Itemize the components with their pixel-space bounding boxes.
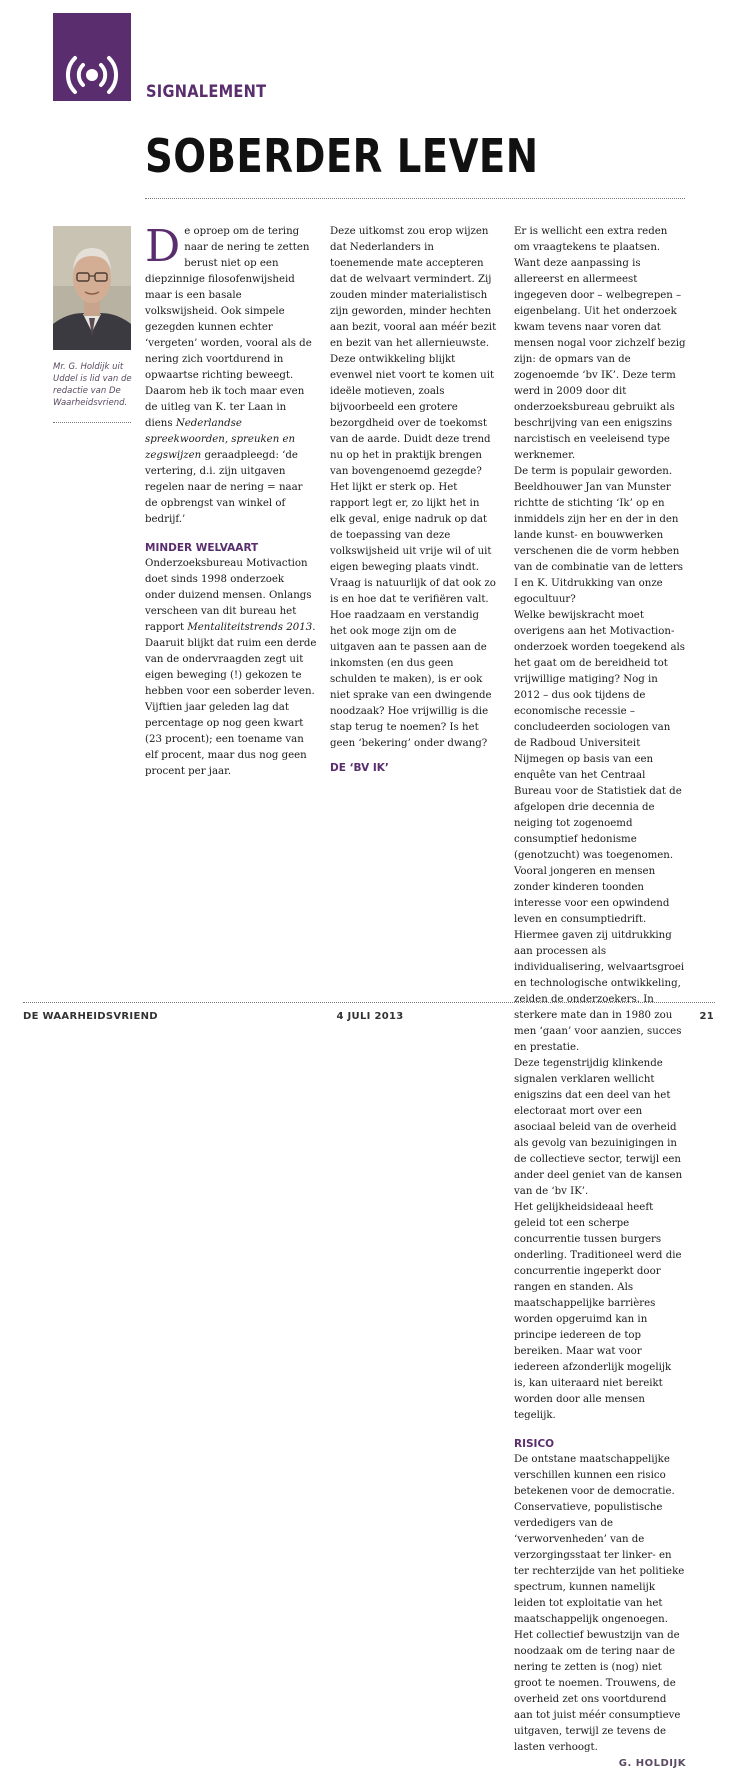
paragraph: De ontstane maatschappelijke verschillen kunnen een risico betekenen voor de democratie. Conservatieve, populistische verdedigers van de ‘verworvenheden’ van de verzorgingsstaat ter linker- en ter rechterzijde van het politieke spectrum, kunnen namelijk leiden tot exploitatie van het maatschappelijk ongenoegen. <box>514 1454 685 1625</box>
author-signature: G. HOLDIJK <box>618 1758 686 1769</box>
source-title: Nederlandse spreekwoorden, spreuken en zegswijzen <box>145 418 296 461</box>
caption-divider <box>53 422 131 423</box>
paragraph: De term is populair geworden. Beeldhouwer Jan van Munster richtte de stichting ‘Ik’ op en inmiddels zijn her en der in den lande kunst- en bouwwerken verschenen die de vorm hebben van de combinatie van de letters I en K. Uitdrukking van onze egocultuur? <box>514 466 683 605</box>
footer-date: 4 JULI 2013 <box>336 1011 404 1022</box>
subheading-minder-welvaart: MINDER WELVAART <box>145 542 259 554</box>
page-title: SOBERDER LEVEN <box>145 129 539 183</box>
footer-divider <box>23 1002 715 1003</box>
article-column-1 <box>145 221 317 780</box>
paragraph: Onderzoeksbureau Motivaction doet sinds 1998 onderzoek onder duizend mensen. Onlangs verscheen van dit bureau het rapport Mentaliteitstrends 2013. Daaruit blijkt dat ruim een derde van de ondervraagden zegt uit eigen beweging (!) gekozen te hebben voor een soberder leven. Vijftien jaar geleden lag dat percentage op nog geen kwart (23 procent); een toename van elf procent, maar dus nog geen procent per jaar. <box>145 558 317 777</box>
paragraph: Deze tegenstrijdig klinkende signalen verklaren wellicht enigszins dat een deel van het electoraat mort over een asociaal beleid van de overheid als gevolg van bezuinigingen in de collectieve sector, terwijl een ander deel geniet van de kansen van de ‘bv IK’. <box>514 1058 683 1197</box>
subheading-risico: RISICO <box>514 1438 555 1450</box>
author-photo <box>53 226 131 350</box>
footer-publication: DE WAARHEIDSVRIEND <box>23 1011 158 1022</box>
section-label: SIGNALEMENT <box>146 82 267 102</box>
page-number: 21 <box>699 1011 714 1022</box>
author-caption: Mr. G. Holdijk uit Uddel is lid van de redactie van De Waarheidsvriend. <box>53 362 132 408</box>
report-title: Mentaliteitstrends 2013 <box>187 622 313 633</box>
intro-paragraph: De oproep om de tering naar de nering te zetten berust niet op een diepzinnige filosofenwijsheid maar is een basale volkswijsheid. Ook simpele gezegden kunnen echter ‘vergeten’ worden, vooral als de nering zich voortdurend in opwaartse richting beweegt. Daarom heb ik toch maar even de uitleg van K. ter Laan in diens Nederlandse spreekwoorden, spreuken en zegswijzen geraadpleegd: ‘de vertering, d.i. zijn uitgaven regelen naar de nering = naar de opbrengst van winkel of bedrijf.’ <box>145 221 312 525</box>
article-column-2 <box>330 224 498 776</box>
section-icon-box <box>53 13 131 101</box>
title-divider <box>145 198 685 199</box>
broadcast-icon <box>53 13 131 101</box>
paragraph: Welke bewijskracht moet overigens aan het Motivaction-onderzoek worden toegekend als het gaat om de bereidheid tot vrijwillige matiging? Nog in 2012 – dus ook tijdens de economische recessie – concludeerden sociologen van de Radboud Universiteit Nijmegen op basis van een enquête van het Centraal Bureau voor de Statistiek dat de afgelopen drie decennia de neiging tot zogenoemd consumptief hedonisme (genotzucht) was toegenomen. Vooral jongeren en mensen zonder kinderen toonden interesse voor een opwindend leven en consumptiedrift. Hiermee gaven zij uitdrukking aan processen als individualisering, welvaartsgroei en technologische ontwikkeling, zeiden de onderzoekers. In sterkere mate dan in 1980 zou men ‘gaan’ voor aanzien, succes en prestatie. <box>514 610 686 1053</box>
paragraph: Het collectief bewustzijn van de noodzaak om de tering naar de nering te zetten is (nog) niet groot te noemen. Trouwens, de overheid zet ons voortdurend aan tot juist méér consumptieve uitgaven, terwijl ze tevens de lasten verhoogt. <box>514 1630 681 1753</box>
paragraph: Er is wellicht een extra reden om vraagtekens te plaatsen. Want deze aanpassing is allereerst en allermeest ingegeven door – welbegrepen – eigenbelang. Uit het onderzoek kwam tevens naar voren dat mensen nogal voor zichzelf bezig zijn: de opmars van de zogenoemde ‘bv IK’. Deze term werd in 2009 door dit onderzoeksbureau gebruikt als beschrijving van een enigszins narcistisch en veeleisend type werknemer. <box>514 226 686 461</box>
article-column-3 <box>514 224 686 1772</box>
subheading-bv-ik: DE ‘BV IK’ <box>330 762 389 774</box>
paragraph: Het gelijkheidsideaal heeft geleid tot een scherpe concurrentie tussen burgers onderling. Traditioneel werd die concurrentie ingeperkt door rangen en standen. Als maatschappelijke barrières worden opgeruimd kan in principe iedereen de top bereiken. Maar wat voor iedereen afzonderlijk mogelijk is, kan uiteraard niet bereikt worden door alle mensen tegelijk. <box>514 1202 682 1421</box>
drop-cap: D <box>145 221 181 272</box>
paragraph: Deze uitkomst zou erop wijzen dat Nederlanders in toenemende mate accepteren dat de welvaart vermindert. Zij zouden minder materialistisch zijn geworden, minder hechten aan bezit, vooral aan méér bezit en bezit van het allernieuwste. Deze ontwikkeling blijkt evenwel niet voort te komen uit ideële motieven, zoals bijvoorbeeld een grotere bezorgdheid over de toekomst van de aarde. Duidt deze trend nu op het in praktijk brengen van bovengenoemd gezegde? Het lijkt er sterk op. Het rapport legt er, zo lijkt het in elk geval, enige nadruk op dat de toepassing van deze volkswijsheid uit vrije wil of uit eigen beweging plaats vindt. Vraag is natuurlijk of dat ook zo is en hoe dat te verifiëren valt. Hoe raadzaam en verstandig het ook moge zijn om de uitgaven aan te passen aan de inkomsten (en dus geen schulden te maken), is er ook niet sprake van een dwingende noodzaak? Hoe vrijwillig is die stap terug te noemen? Is het geen ‘bekering’ onder dwang? <box>330 226 497 749</box>
